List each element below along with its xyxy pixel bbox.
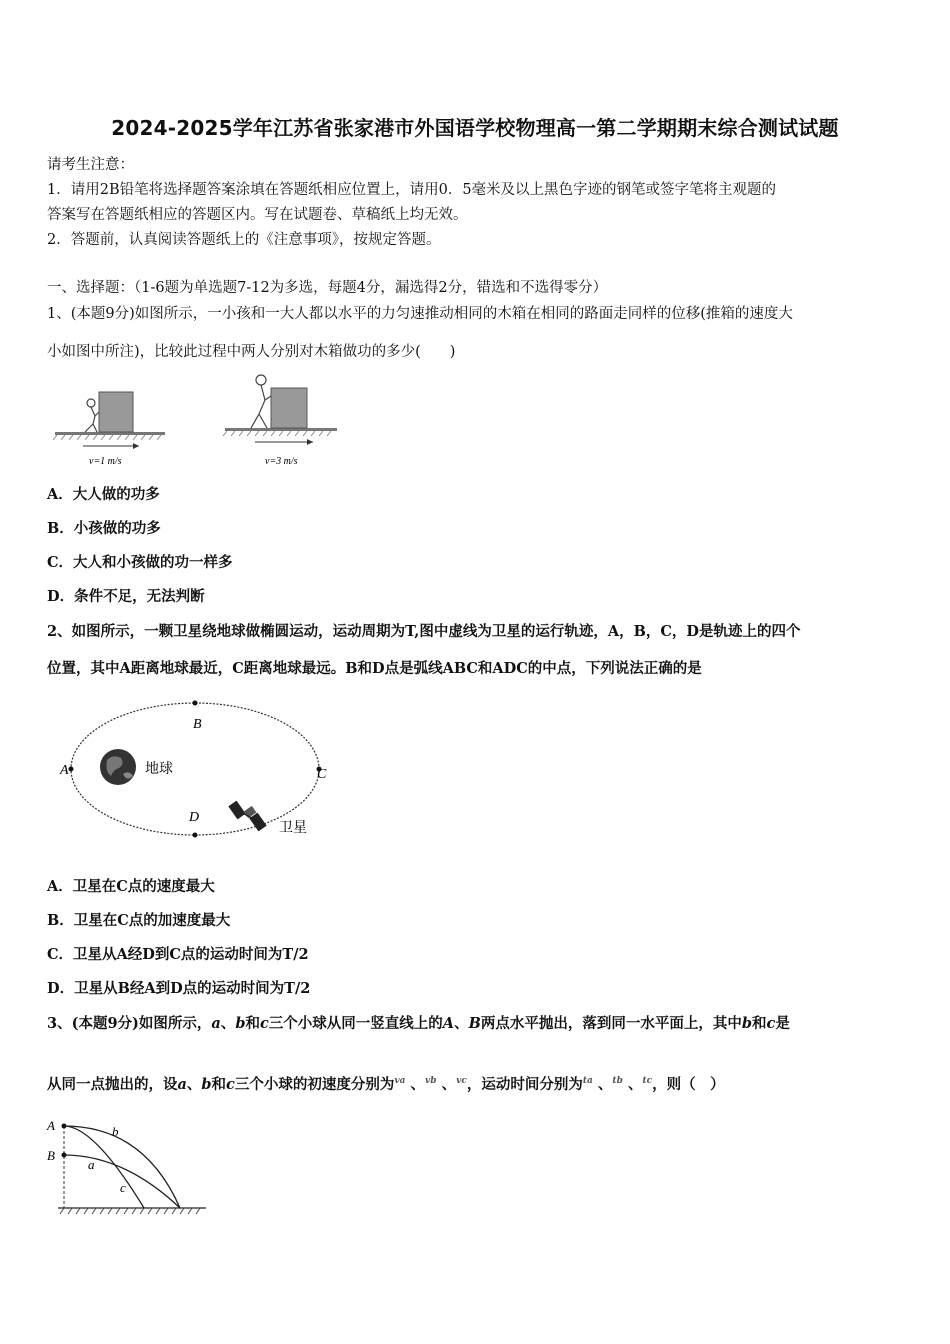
q1-stem-line-1: 1、(本题9分)如图所示，一小孩和一大人都以水平的力匀速推动相同的木箱在相同的路面走同样的位移(推箱的速度大 <box>47 306 793 322</box>
adult-pushing-box <box>223 375 337 445</box>
orbit-label-c: C <box>317 767 327 782</box>
fig-label-a-curve: a <box>88 1157 95 1172</box>
fig-label-a-point: A <box>47 1118 55 1133</box>
q2-option-a: A．卫星在C点的速度最大 <box>47 878 215 895</box>
satellite-icon <box>228 801 266 832</box>
q1-option-a: A．大人做的功多 <box>47 486 160 503</box>
q3-stem-line-1: 3、(本题9分)如图所示，a、b和c三个小球从同一竖直线上的A、B两点水平抛出，落到同一水平面上，其中b和c是 <box>47 1015 790 1032</box>
q1-figure <box>47 370 347 470</box>
q2-stem-line-1: 2、如图所示，一颗卫星绕地球做椭圆运动，运动周期为T,图中虚线为卫星的运行轨迹，A，B，C，D是轨迹上的四个 <box>47 623 801 640</box>
q3-stem-line-2: 从同一点抛出的，设a、b和c三个小球的初速度分别为$^{va}$ 、$^{vb}$ 、$^{vc}$，运动时间分别为$^{ta}$ 、$^{tb}$ 、$^{tc}$，则（ ） <box>47 1076 725 1093</box>
point-d-marker <box>193 833 198 838</box>
q1-option-d: D．条件不足，无法判断 <box>47 588 205 605</box>
q2-orbit-figure <box>55 690 345 840</box>
satellite-label: 卫星 <box>279 821 307 836</box>
q1-stem-line-2: 小如图中所注)，比较此过程中两人分别对木箱做功的多少( ) <box>47 344 456 360</box>
orbit-label-b: B <box>193 717 202 732</box>
child-pushing-box <box>53 392 165 449</box>
q1-right-velocity-label: v=3 m/s <box>265 456 298 467</box>
notice-line-1: 1．请用2B铅笔将选择题答案涂填在答题纸相应位置上，请用0．5毫米及以上黑色字迹的钢笔或签字笔将主观题的 <box>47 182 777 198</box>
earth-icon <box>100 749 136 785</box>
q2-stem-line-2: 位置，其中A距离地球最近，C距离地球最远。B和D点是弧线ABC和ADC的中点，下列说法正确的是 <box>47 660 702 677</box>
point-b-marker <box>193 701 198 706</box>
fig-label-b-curve: b <box>112 1124 119 1139</box>
earth-label: 地球 <box>145 762 173 777</box>
notice-line-2: 2．答题前，认真阅读答题纸上的《注意事项》，按规定答题。 <box>47 232 441 248</box>
orbit-label-a: A <box>60 763 69 778</box>
q3-projectile-figure <box>44 1112 214 1222</box>
q1-option-b: B．小孩做的功多 <box>47 520 161 537</box>
trajectory-b <box>64 1126 180 1208</box>
q2-option-d: D．卫星从B经A到D点的运动时间为T/2 <box>47 980 311 997</box>
orbit-label-d: D <box>189 810 200 825</box>
page-title: 2024-2025学年江苏省张家港市外国语学校物理高一第二学期期末综合测试试题 <box>111 116 839 140</box>
point-a-marker <box>69 767 74 772</box>
q2-option-c: C．卫星从A经D到C点的运动时间为T/2 <box>47 946 309 963</box>
trajectory-c <box>64 1126 144 1208</box>
q1-left-velocity-label: v=1 m/s <box>89 456 122 467</box>
notice-line-1b: 答案写在答题纸相应的答题区内。写在试题卷、草稿纸上均无效。 <box>47 207 468 223</box>
q2-option-b: B．卫星在C点的加速度最大 <box>47 912 231 929</box>
q1-option-c: C．大人和小孩做的功一样多 <box>47 554 233 571</box>
fig-label-c-curve: c <box>120 1180 126 1195</box>
notice-heading: 请考生注意： <box>47 157 134 173</box>
fig-label-b-point: B <box>47 1148 55 1163</box>
section-heading: 一、选择题：（1-6题为单选题7-12为多选，每题4分，漏选得2分，错选和不选得零分） <box>47 280 608 296</box>
